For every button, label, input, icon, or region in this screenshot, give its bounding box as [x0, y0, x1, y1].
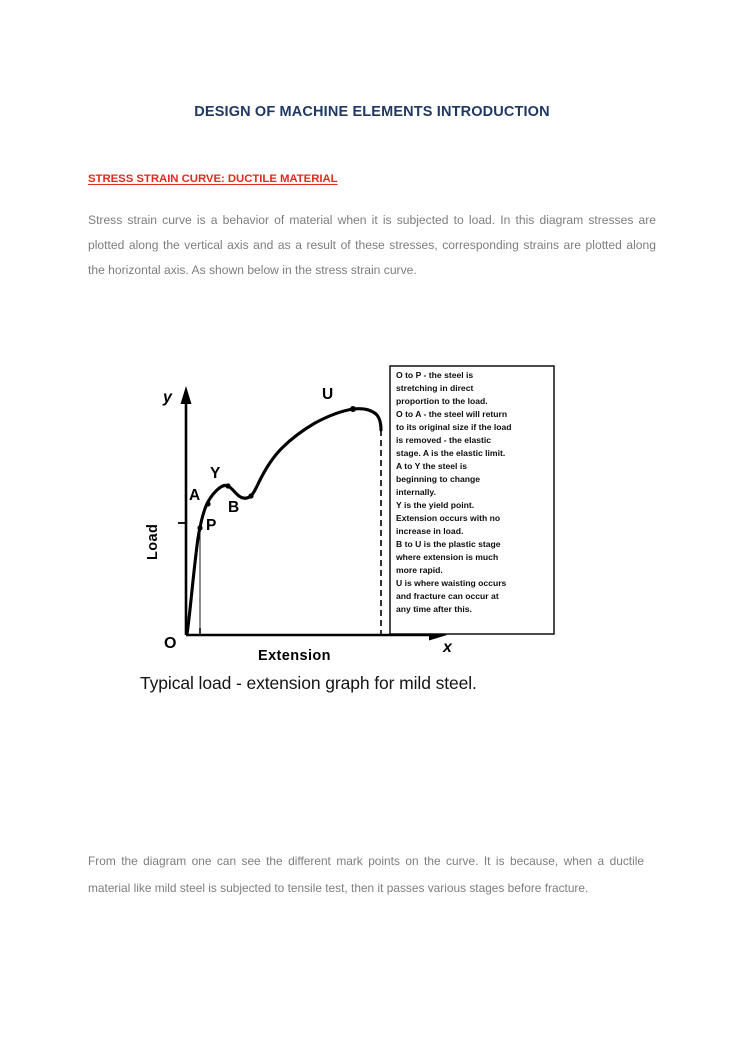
outro-paragraph: From the diagram one can see the different mark points on the curve. It is because, when a ductile material like mild steel is subjected to tensile test, then it passes various stages before fracture.	[88, 854, 644, 895]
x-axis-title: Extension	[258, 648, 331, 664]
intro-paragraph: Stress strain curve is a behavior of material when it is subjected to load. In this diagram stresses are plotted along the vertical axis and as a result of these stresses, corresponding strains are plotted along the horizontal axis. As shown below in the stress strain curve.	[88, 213, 656, 277]
point-label-u: U	[322, 386, 334, 403]
page-title: DESIGN OF MACHINE ELEMENTS INTRODUCTION	[194, 104, 550, 120]
figure-caption-text: Typical load - extension graph for mild steel.	[140, 673, 477, 693]
legend-line: beginning to change	[396, 474, 481, 484]
marker-u	[350, 406, 356, 412]
legend-line: and fracture can occur at	[396, 591, 499, 601]
marker-b	[248, 493, 253, 498]
x-axis-letter: x	[443, 639, 452, 656]
marker-y	[225, 483, 230, 488]
origin-label: O	[164, 635, 177, 652]
legend-line: more rapid.	[396, 565, 443, 575]
load-extension-chart	[140, 360, 560, 670]
legend-line: increase in load.	[396, 526, 464, 536]
section-subheading: STRESS STRAIN CURVE: DUCTILE MATERIAL	[88, 173, 338, 185]
point-label-b: B	[228, 499, 240, 516]
legend-line: Extension occurs with no	[396, 513, 501, 523]
point-label-y: Y	[210, 465, 221, 482]
legend-line: U is where waisting occurs	[396, 578, 507, 588]
curve-markers	[197, 406, 356, 531]
legend-line: is removed - the elastic	[396, 435, 492, 445]
legend-line: Y is the yield point.	[396, 500, 475, 510]
figure-caption	[140, 673, 560, 694]
legend-line: internally.	[396, 487, 436, 497]
legend-line: proportion to the load.	[396, 396, 488, 406]
legend-line: where extension is much	[396, 552, 499, 562]
y-axis-letter: y	[163, 389, 172, 406]
legend-line: any time after this.	[396, 604, 472, 614]
legend-line: stretching in direct	[396, 383, 474, 393]
y-axis	[178, 386, 192, 635]
legend-line: A to Y the steel is	[396, 461, 468, 471]
stress-strain-figure	[140, 360, 560, 705]
marker-p	[197, 525, 202, 530]
marker-a	[205, 501, 210, 506]
point-label-a: A	[189, 487, 201, 504]
point-label-p: P	[206, 517, 217, 534]
legend-line: to its original size if the load	[396, 422, 512, 432]
legend-line: stage. A is the elastic limit.	[396, 448, 506, 458]
explanation-box	[390, 366, 554, 634]
legend-line: O to P - the steel is	[396, 370, 474, 380]
legend-line: O to A - the steel will return	[396, 409, 508, 419]
legend-line: B to U is the plastic stage	[396, 539, 501, 549]
y-axis-title: Load	[145, 523, 161, 560]
